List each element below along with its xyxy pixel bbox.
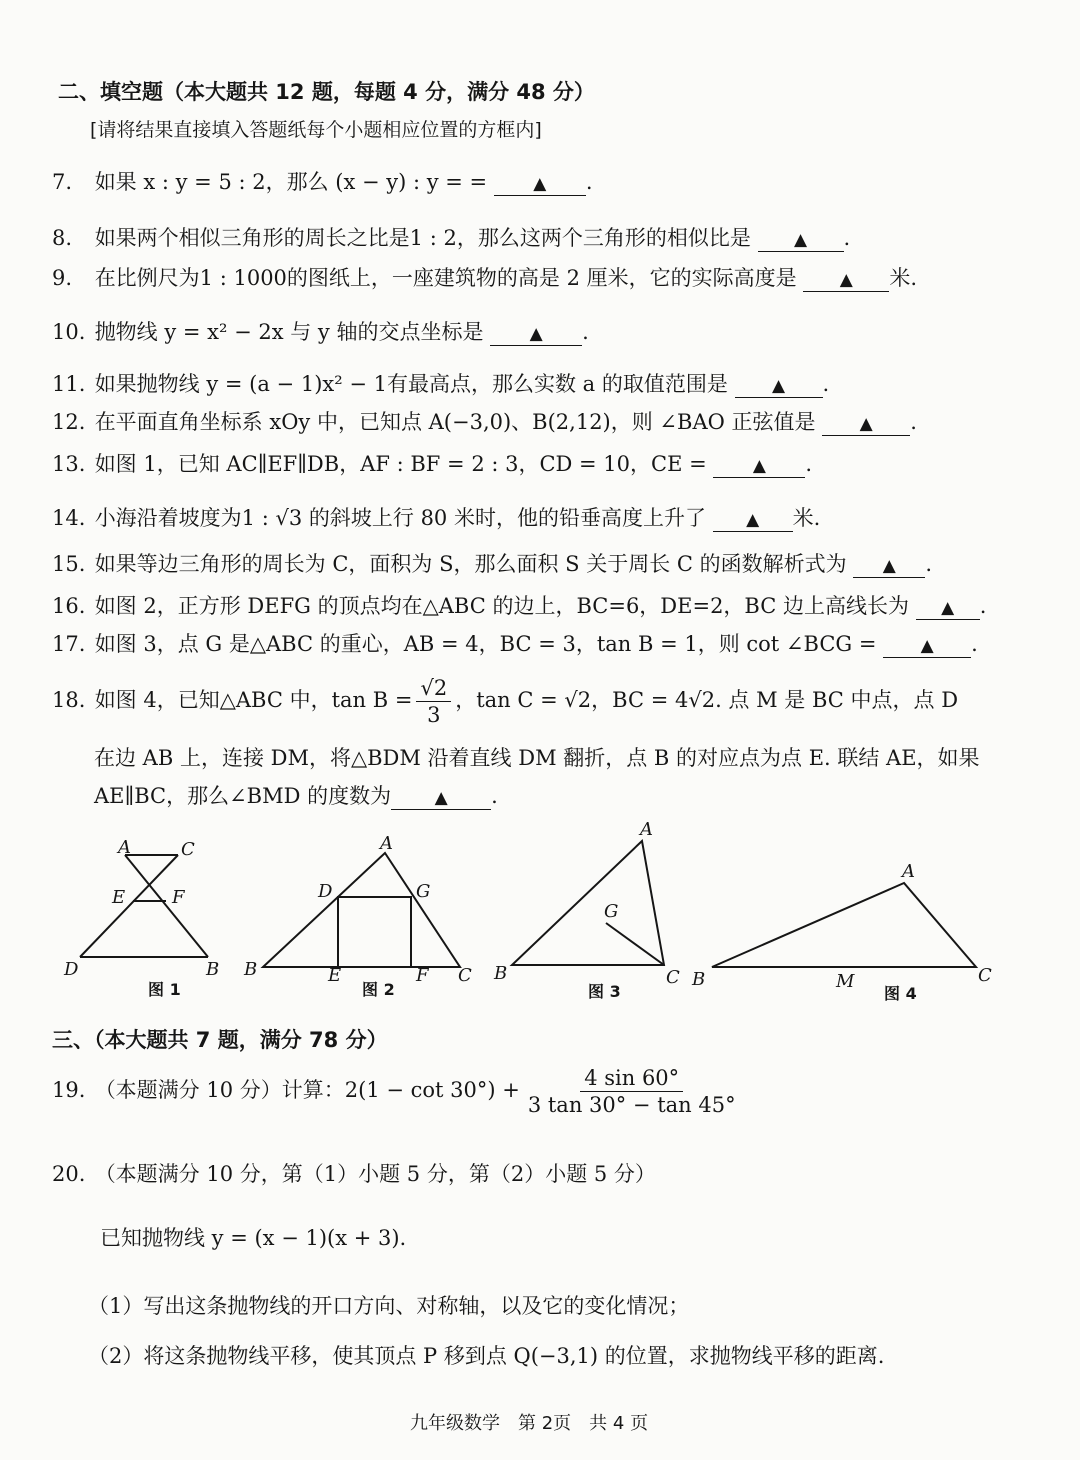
question-number: 11. xyxy=(52,372,86,396)
answer-mark: ▲ xyxy=(752,456,766,476)
fig2-label-f: F xyxy=(416,965,429,986)
question-text: 在平面直角坐标系 xOy 中，已知点 A(−3,0)、B(2,12)，则 ∠BAO 正弦值是 xyxy=(94,410,816,434)
fig3-label-a: A xyxy=(640,819,653,840)
fig2-label-d: D xyxy=(318,881,333,902)
fig1-label-f: F xyxy=(172,887,185,908)
section-2-note: [请将结果直接填入答题纸每个小题相应位置的方框内] xyxy=(90,119,542,141)
answer-blank xyxy=(391,785,491,810)
question-text: 如果两个相似三角形的周长之比是1 : 2，那么这两个三角形的相似比是 xyxy=(94,226,751,250)
fig2-label-g: G xyxy=(416,881,431,902)
question-tail: . xyxy=(843,226,851,250)
fig3-label-b: B xyxy=(494,963,508,984)
question-number: 19. xyxy=(52,1078,86,1102)
question-11 xyxy=(52,370,829,398)
question-number: 7. xyxy=(52,170,73,194)
answer-mark: ▲ xyxy=(839,270,853,290)
question-tail: . xyxy=(925,552,933,576)
answer-blank xyxy=(713,507,793,532)
question-number: 12. xyxy=(52,410,86,434)
question-12 xyxy=(52,408,917,436)
question-text: 在比例尺为1 : 1000的图纸上，一座建筑物的高是 2 厘米，它的实际高度是 xyxy=(94,266,797,290)
fig4-caption: 图 4 xyxy=(884,984,917,1003)
question-text: 抛物线 y = x² − 2x 与 y 轴的交点坐标是 xyxy=(94,320,484,344)
question-9 xyxy=(52,264,917,292)
question-tail: . xyxy=(971,632,978,656)
question-text: 如图 3，点 G 是△ABC 的重心，AB = 4，BC = 3，tan B = 1，则 cot ∠BCG = xyxy=(94,632,877,656)
fig2-label-c: C xyxy=(458,965,472,986)
question-20-part-2: （2）将这条抛物线平移，使其顶点 P 移到点 Q(−3,1) 的位置，求抛物线平移的距离. xyxy=(88,1344,885,1368)
fig1-caption: 图 1 xyxy=(148,980,181,999)
figures-row xyxy=(0,815,1080,1010)
fig2-caption: 图 2 xyxy=(362,980,395,999)
fig1-label-e: E xyxy=(112,887,126,908)
question-8 xyxy=(52,224,850,252)
fig3-caption: 图 3 xyxy=(588,982,621,1001)
section-3-title: 三、（本大题共 7 题，满分 78 分） xyxy=(52,1028,388,1052)
question-15 xyxy=(52,550,932,578)
figure-2 xyxy=(263,853,460,967)
section-2-title: 二、填空题（本大题共 12 题，每题 4 分，满分 48 分） xyxy=(58,80,595,104)
question-text: 如果 x : y = 5 : 2，那么 (x − y) : y = = xyxy=(94,170,488,194)
question-tail: . xyxy=(582,320,589,344)
question-7 xyxy=(52,168,593,196)
question-text: 如果抛物线 y = (a − 1)x² − 1有最高点，那么实数 a 的取值范围是 xyxy=(94,372,728,396)
answer-blank xyxy=(822,411,910,436)
question-18-line-3 xyxy=(94,782,498,810)
question-number: 10. xyxy=(52,320,86,344)
question-tail: . xyxy=(585,170,593,194)
answer-mark: ▲ xyxy=(746,510,760,530)
answer-blank xyxy=(916,595,980,620)
fraction-numerator: √2 xyxy=(416,675,451,702)
fraction-sqrt2-over-3 xyxy=(416,675,451,728)
answer-blank xyxy=(494,171,586,196)
question-header: （本题满分 10 分，第（1）小题 5 分，第（2）小题 5 分） xyxy=(94,1162,656,1186)
question-number: 16. xyxy=(52,594,86,618)
fig2-label-a: A xyxy=(380,833,393,854)
page-footer: 九年级数学 第 2页 共 4 页 xyxy=(410,1413,649,1434)
question-number: 14. xyxy=(52,506,86,530)
answer-blank xyxy=(853,553,925,578)
fraction-numerator: 4 sin 60° xyxy=(580,1065,683,1092)
figure-1 xyxy=(80,855,208,957)
answer-blank xyxy=(490,321,582,346)
figure-4 xyxy=(712,883,976,967)
fig1-label-d: D xyxy=(64,959,79,980)
fig4-label-m: M xyxy=(836,971,855,992)
question-number: 9. xyxy=(52,266,73,290)
answer-mark: ▲ xyxy=(533,174,547,194)
question-number: 17. xyxy=(52,632,86,656)
answer-blank xyxy=(735,373,823,398)
question-13 xyxy=(52,450,812,478)
question-number: 20. xyxy=(52,1162,86,1186)
answer-mark: ▲ xyxy=(434,788,448,808)
figure-3 xyxy=(512,841,664,965)
fig1-label-b: B xyxy=(206,959,220,980)
question-text: AE∥BC，那么∠BMD 的度数为 xyxy=(94,784,392,808)
question-20-given: 已知抛物线 y = (x − 1)(x + 3). xyxy=(100,1226,407,1250)
fig2-label-e: E xyxy=(328,965,342,986)
question-number: 8. xyxy=(52,226,73,250)
fraction-denominator: 3 xyxy=(427,703,441,727)
question-18 xyxy=(52,672,958,728)
question-18-line-2: 在边 AB 上，连接 DM，将△BDM 沿着直线 DM 翻折，点 B 的对应点为点 E. 联结 AE，如果 xyxy=(94,746,980,770)
fraction-denominator: 3 tan 30° − tan 45° xyxy=(527,1093,736,1117)
fig3-label-g: G xyxy=(604,901,619,922)
question-tail: . xyxy=(805,452,813,476)
answer-mark: ▲ xyxy=(941,598,955,618)
fig4-label-b: B xyxy=(692,969,706,990)
question-tail: 米. xyxy=(889,266,918,290)
question-20 xyxy=(52,1160,656,1188)
fraction-expression xyxy=(524,1065,740,1118)
answer-mark: ▲ xyxy=(882,556,896,576)
fig4-label-a: A xyxy=(902,861,915,882)
question-tail: . xyxy=(910,410,917,434)
question-number: 15. xyxy=(52,552,86,576)
answer-mark: ▲ xyxy=(793,230,808,250)
question-14 xyxy=(52,504,820,532)
question-tail: 米. xyxy=(792,506,821,530)
question-text: 如果等边三角形的周长为 C，面积为 S，那么面积 S 关于周长 C 的函数解析式为 xyxy=(94,552,847,576)
question-20-part-1: （1）写出这条抛物线的开口方向、对称轴，以及它的变化情况； xyxy=(88,1294,690,1318)
question-text: 如图 4，已知△ABC 中，tan B = xyxy=(94,688,413,712)
fig4-label-c: C xyxy=(978,965,992,986)
answer-mark: ▲ xyxy=(771,376,786,396)
question-text: （本题满分 10 分）计算：2(1 − cot 30°) + xyxy=(94,1078,520,1102)
fig2-label-b: B xyxy=(244,959,258,980)
question-text: 小海沿着坡度为1 : √3 的斜坡上行 80 米时，他的铅垂高度上升了 xyxy=(94,506,706,530)
question-19 xyxy=(52,1062,744,1118)
question-16 xyxy=(52,592,986,620)
answer-blank xyxy=(803,267,889,292)
answer-blank xyxy=(758,227,844,252)
fig1-label-a: A xyxy=(118,837,131,858)
answer-mark: ▲ xyxy=(920,636,934,656)
question-tail: . xyxy=(491,784,498,808)
question-text: 如图 1，已知 AC∥EF∥DB，AF : BF = 2 : 3，CD = 10，CE = xyxy=(94,452,707,476)
question-tail: . xyxy=(822,372,830,396)
question-text: 如图 2，正方形 DEFG 的顶点均在△ABC 的边上，BC=6，DE=2，BC 边上高线长为 xyxy=(94,594,909,618)
question-text-continued: ，tan C = √2，BC = 4√2. 点 M 是 BC 中点，点 D xyxy=(455,688,959,712)
question-17 xyxy=(52,630,978,658)
question-10 xyxy=(52,318,589,346)
fig3-label-c: C xyxy=(666,967,680,988)
question-number: 18. xyxy=(52,688,86,712)
question-number: 13. xyxy=(52,452,86,476)
question-tail: . xyxy=(979,594,987,618)
fig1-label-c: C xyxy=(181,839,195,860)
answer-mark: ▲ xyxy=(859,414,873,434)
answer-blank xyxy=(883,633,971,658)
answer-mark: ▲ xyxy=(529,324,543,344)
answer-blank xyxy=(713,453,805,478)
